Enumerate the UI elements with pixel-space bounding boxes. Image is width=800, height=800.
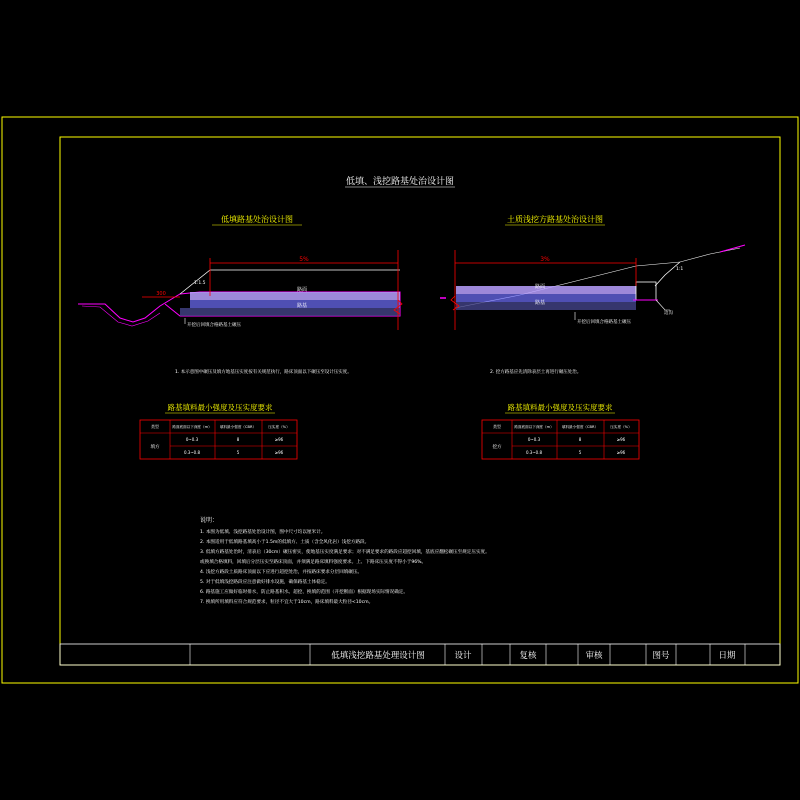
right-table-cell-r1c3: ≥96	[616, 437, 626, 442]
title-cell-date: 日期	[718, 651, 736, 661]
left-pavement-layer	[190, 292, 400, 300]
left-dim-ditch-label: 300	[156, 291, 166, 297]
left-table-cell-r1c1: 0~0.3	[185, 437, 199, 442]
title-cell-drawing-no: 图号	[652, 651, 670, 661]
left-table-header-1: 类型	[151, 424, 159, 429]
left-table	[140, 402, 297, 459]
notes-line-3: 3. 低填方路基处治时，清表后（30cm）碾压密实，使地基压实度满足要求；对不满足要求的路段应超挖回填，基底应翻松碾压至规定压实度。	[200, 550, 490, 555]
title-cell-design: 设计	[454, 651, 472, 661]
notes-line-2: 2. 本图适用于低填路基填高小于1.5m的低填方、土质（含全风化岩）浅挖方路段。	[200, 540, 370, 545]
right-table-merged-label: 挖方	[492, 445, 502, 450]
right-section-note: 2. 挖方路基应先清除表层土再进行碾压处治。	[490, 370, 582, 375]
inner-frame	[60, 137, 780, 665]
left-slope-label: 1:1.5	[194, 281, 206, 286]
right-slope-label: 1:1	[676, 267, 684, 272]
notes-line-4: 或换填合格填料，回填后分层压实至路床顶面，并须满足路床填料强度要求。上、下路床压实度不得小于96%。	[200, 560, 427, 565]
right-side-ditch	[636, 282, 656, 300]
left-layer-label-2: 路基	[297, 303, 308, 309]
right-ditch-leader	[656, 300, 670, 310]
right-table-header-4: 压实度（%）	[610, 425, 632, 429]
outer-frame	[2, 117, 798, 683]
right-callout: 开挖后回填合格路基土碾压	[577, 320, 631, 325]
right-subgrade-layer	[456, 302, 636, 310]
notes-line-7: 6. 路基施工应做好临时排水，防止路基积水。超挖、换填的范围（开挖断面）根据现场实际情况确定。	[200, 590, 408, 595]
right-cut-slope	[655, 262, 680, 286]
left-dim-top-label: 5%	[299, 256, 309, 263]
main-title: 低填、浅挖路基处治设计图	[345, 177, 455, 187]
left-subgrade-layer	[180, 308, 400, 316]
left-callout: 开挖后回填合格路基土碾压	[187, 323, 241, 328]
left-section	[78, 214, 402, 375]
right-layer-label-1: 路面	[535, 284, 546, 290]
right-table	[482, 402, 639, 459]
left-table-merged-label: 填方	[150, 445, 160, 450]
right-table-cell-r2c1: 0.3~0.8	[525, 450, 543, 455]
left-base-layer	[190, 300, 400, 308]
right-layer-label-2: 路基	[535, 300, 546, 306]
right-table-header-2: 路面底面以下深度（m）	[514, 425, 554, 429]
left-table-cell-r1c3: ≥96	[274, 437, 284, 442]
left-table-cell-r2c3: ≥96	[274, 450, 284, 455]
right-base-layer	[456, 294, 636, 302]
left-table-cell-r2c2: 5	[236, 450, 240, 455]
right-ground-hatch	[720, 245, 745, 252]
left-section-title: 低填路基处治设计图	[221, 215, 293, 224]
notes-line-6: 5. 对于低填浅挖路段应注意做好排水设施，确保路基土体稳定。	[200, 580, 330, 585]
right-table-header-3: 填料最小强度（CBR）	[561, 425, 599, 429]
title-cell-review: 审核	[585, 651, 603, 661]
title-block	[60, 644, 780, 665]
right-pavement-layer	[456, 286, 636, 294]
right-dim-top-label: 3%	[540, 256, 550, 263]
right-table-header-1: 类型	[493, 424, 501, 429]
left-section-note: 1. 本示意图中碾压及填方地基压实度按有关规范执行，路床顶面以下碾压至设计压实度。	[175, 370, 352, 375]
right-side-label: 边沟	[664, 311, 673, 316]
right-table-cell-r1c2: 8	[578, 437, 582, 442]
notes-heading: 说明：	[200, 517, 219, 524]
right-section-title: 土质浅挖方路基处治设计图	[507, 215, 603, 224]
title-cell-check: 复核	[519, 651, 537, 661]
right-section	[440, 214, 745, 375]
left-embankment-outline	[180, 270, 400, 294]
left-table-header-3: 填料最小强度（CBR）	[219, 425, 257, 429]
left-table-header-2: 路面底面以下深度（m）	[172, 425, 212, 429]
right-table-title: 路基填料最小强度及压实度要求	[507, 403, 613, 412]
notes-line-1: 1. 本图为低填、浅挖路基处治设计图，图中尺寸均以厘米计。	[200, 530, 326, 535]
right-table-cell-r1c1: 0~0.3	[527, 437, 541, 442]
left-layer-label-1: 路面	[297, 287, 308, 293]
right-table-cell-r2c2: 5	[578, 450, 582, 455]
notes-block	[200, 516, 490, 605]
left-table-title: 路基填料最小强度及压实度要求	[167, 403, 273, 412]
left-table-cell-r2c1: 0.3~0.8	[183, 450, 201, 455]
notes-line-8: 7. 换填所用填料应符合规范要求，粒径不宜大于10cm，路床填料最大粒径<10cm。	[200, 600, 374, 605]
left-table-cell-r1c2: 8	[236, 437, 240, 442]
notes-line-5: 4. 浅挖方路段土质路床顶面以下应进行超挖处治，并按路床要求分层回填碾压。	[200, 570, 363, 575]
right-table-cell-r2c3: ≥96	[616, 450, 626, 455]
drawing-name: 低填浅挖路基处理设计图	[331, 651, 425, 661]
left-table-header-4: 压实度（%）	[268, 425, 290, 429]
